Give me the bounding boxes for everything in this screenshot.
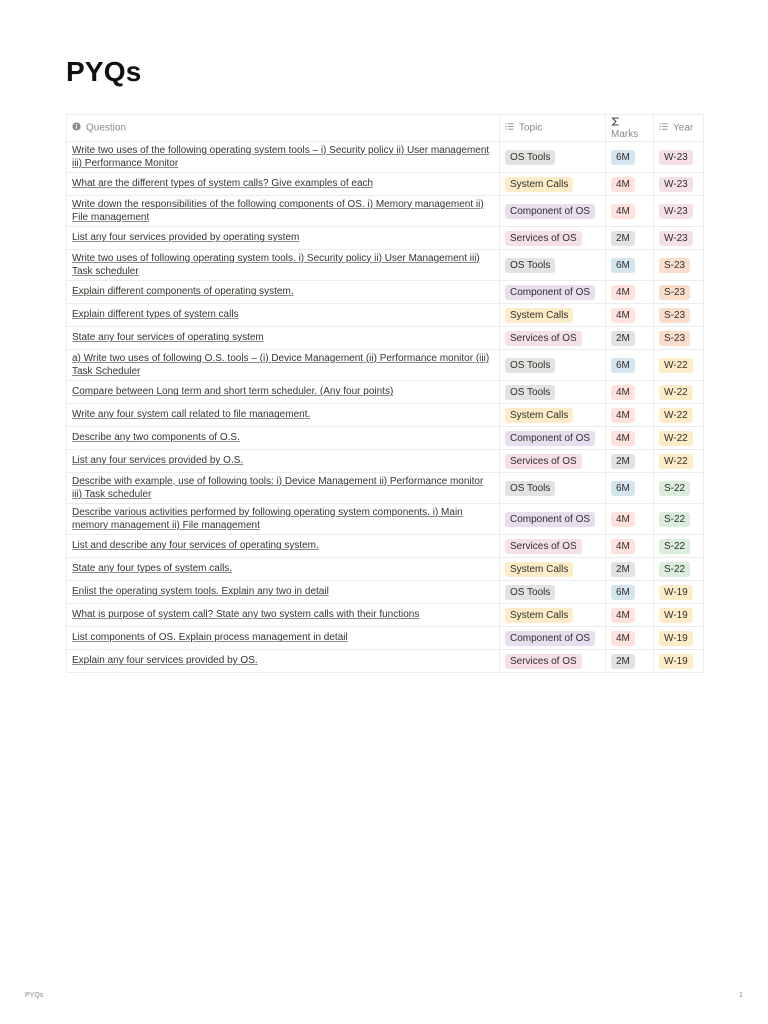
marks-tag: 4M bbox=[611, 385, 635, 400]
column-header-marks[interactable] bbox=[606, 115, 654, 142]
year-cell bbox=[654, 381, 704, 404]
table-row[interactable] bbox=[67, 142, 704, 173]
topic-tag: Component of OS bbox=[505, 285, 595, 300]
marks-tag: 4M bbox=[611, 308, 635, 323]
question-cell[interactable] bbox=[67, 381, 500, 404]
marks-cell bbox=[606, 196, 654, 227]
year-tag: W-22 bbox=[659, 358, 693, 373]
marks-tag: 4M bbox=[611, 608, 635, 623]
question-link[interactable]: Describe any two components of O.S. bbox=[72, 432, 240, 444]
question-link[interactable]: List any four services provided by O.S. bbox=[72, 455, 244, 467]
topic-tag: OS Tools bbox=[505, 385, 555, 400]
page-number: 1 bbox=[739, 992, 743, 999]
question-link[interactable]: List and describe any four services of operating system. bbox=[72, 540, 319, 552]
marks-tag: 2M bbox=[611, 562, 635, 577]
year-cell bbox=[654, 350, 704, 381]
topic-cell bbox=[500, 404, 606, 427]
year-cell bbox=[654, 504, 704, 535]
question-link[interactable]: Describe with example, use of following tools: i) Device Management ii) Performance monitor iii) Task scheduler bbox=[72, 475, 484, 500]
column-label-question: Question bbox=[86, 122, 127, 134]
question-cell[interactable] bbox=[67, 473, 500, 504]
question-link[interactable]: State any four types of system calls. bbox=[72, 563, 233, 575]
column-label-marks: Marks bbox=[611, 128, 639, 140]
year-tag: W-19 bbox=[659, 654, 693, 669]
marks-tag: 2M bbox=[611, 454, 635, 469]
table-row[interactable] bbox=[67, 196, 704, 227]
question-link[interactable]: Write two uses of following operating system tools. i) Security policy ii) User Management iii) Task scheduler bbox=[72, 252, 480, 277]
question-cell[interactable] bbox=[67, 327, 500, 350]
year-cell bbox=[654, 427, 704, 450]
column-header-topic[interactable] bbox=[500, 115, 606, 142]
topic-tag: Services of OS bbox=[505, 331, 582, 346]
marks-cell bbox=[606, 227, 654, 250]
year-tag: S-23 bbox=[659, 331, 690, 346]
topic-cell bbox=[500, 604, 606, 627]
year-tag: S-23 bbox=[659, 258, 690, 273]
question-cell[interactable] bbox=[67, 250, 500, 281]
table-row[interactable] bbox=[67, 604, 704, 627]
marks-cell bbox=[606, 627, 654, 650]
topic-cell bbox=[500, 304, 606, 327]
year-tag: W-23 bbox=[659, 204, 693, 219]
topic-cell bbox=[500, 350, 606, 381]
table-row[interactable] bbox=[67, 427, 704, 450]
table-row[interactable] bbox=[67, 558, 704, 581]
table-row[interactable] bbox=[67, 304, 704, 327]
marks-tag: 4M bbox=[611, 512, 635, 527]
topic-cell bbox=[500, 535, 606, 558]
topic-tag: Services of OS bbox=[505, 231, 582, 246]
year-cell bbox=[654, 650, 704, 673]
year-tag: W-22 bbox=[659, 454, 693, 469]
year-cell bbox=[654, 404, 704, 427]
topic-tag: System Calls bbox=[505, 608, 573, 623]
topic-tag: Services of OS bbox=[505, 654, 582, 669]
topic-cell bbox=[500, 473, 606, 504]
marks-tag: 4M bbox=[611, 408, 635, 423]
pyqs-table bbox=[66, 114, 704, 673]
marks-cell bbox=[606, 650, 654, 673]
marks-cell bbox=[606, 142, 654, 173]
year-cell bbox=[654, 196, 704, 227]
table-row[interactable] bbox=[67, 327, 704, 350]
question-link[interactable]: List components of OS. Explain process management in detail bbox=[72, 632, 348, 644]
topic-cell bbox=[500, 250, 606, 281]
year-cell bbox=[654, 327, 704, 350]
year-tag: S-22 bbox=[659, 512, 690, 527]
marks-cell bbox=[606, 581, 654, 604]
topic-tag: System Calls bbox=[505, 308, 573, 323]
year-tag: W-19 bbox=[659, 608, 693, 623]
marks-tag: 4M bbox=[611, 431, 635, 446]
table-row[interactable] bbox=[67, 250, 704, 281]
topic-cell bbox=[500, 450, 606, 473]
marks-tag: 4M bbox=[611, 285, 635, 300]
year-cell bbox=[654, 450, 704, 473]
year-cell bbox=[654, 604, 704, 627]
question-cell[interactable] bbox=[67, 535, 500, 558]
topic-tag: Component of OS bbox=[505, 204, 595, 219]
marks-cell bbox=[606, 604, 654, 627]
page-title: PYQs bbox=[66, 56, 142, 87]
question-cell[interactable] bbox=[67, 627, 500, 650]
question-cell[interactable] bbox=[67, 450, 500, 473]
marks-cell bbox=[606, 304, 654, 327]
question-cell[interactable] bbox=[67, 196, 500, 227]
table-row[interactable] bbox=[67, 450, 704, 473]
year-cell bbox=[654, 227, 704, 250]
topic-tag: OS Tools bbox=[505, 585, 555, 600]
topic-tag: OS Tools bbox=[505, 481, 555, 496]
topic-cell bbox=[500, 558, 606, 581]
question-link[interactable]: Explain different components of operating system. bbox=[72, 286, 294, 298]
year-tag: S-22 bbox=[659, 562, 690, 577]
marks-tag: 6M bbox=[611, 585, 635, 600]
marks-tag: 6M bbox=[611, 358, 635, 373]
topic-tag: OS Tools bbox=[505, 258, 555, 273]
marks-tag: 2M bbox=[611, 331, 635, 346]
table-row[interactable] bbox=[67, 350, 704, 381]
marks-tag: 6M bbox=[611, 150, 635, 165]
sigma-icon bbox=[611, 117, 648, 129]
column-header-year[interactable] bbox=[654, 115, 704, 142]
topic-cell bbox=[500, 327, 606, 350]
table-row[interactable] bbox=[67, 227, 704, 250]
marks-cell bbox=[606, 281, 654, 304]
year-tag: S-23 bbox=[659, 285, 690, 300]
topic-cell bbox=[500, 581, 606, 604]
topic-cell bbox=[500, 281, 606, 304]
year-tag: W-23 bbox=[659, 231, 693, 246]
topic-cell bbox=[500, 142, 606, 173]
topic-tag: OS Tools bbox=[505, 150, 555, 165]
question-cell[interactable] bbox=[67, 504, 500, 535]
marks-tag: 6M bbox=[611, 481, 635, 496]
question-link[interactable]: What is purpose of system call? State any two system calls with their functions bbox=[72, 609, 420, 621]
year-tag: S-22 bbox=[659, 481, 690, 496]
year-tag: W-22 bbox=[659, 408, 693, 423]
marks-cell bbox=[606, 504, 654, 535]
year-cell bbox=[654, 581, 704, 604]
year-cell bbox=[654, 250, 704, 281]
question-link[interactable]: Describe various activities performed by following operating system components. i) Main memory management ii) File management bbox=[72, 506, 463, 531]
topic-tag: System Calls bbox=[505, 562, 573, 577]
year-cell bbox=[654, 558, 704, 581]
topic-tag: OS Tools bbox=[505, 358, 555, 373]
marks-cell bbox=[606, 558, 654, 581]
question-cell[interactable] bbox=[67, 142, 500, 173]
topic-tag: System Calls bbox=[505, 177, 573, 192]
table-row[interactable] bbox=[67, 504, 704, 535]
topic-cell bbox=[500, 427, 606, 450]
question-cell[interactable] bbox=[67, 427, 500, 450]
year-cell bbox=[654, 142, 704, 173]
footer-title: PYQs bbox=[25, 992, 44, 999]
question-cell[interactable] bbox=[67, 604, 500, 627]
topic-cell bbox=[500, 227, 606, 250]
marks-cell bbox=[606, 381, 654, 404]
question-link[interactable]: State any four services of operating system bbox=[72, 332, 264, 344]
table-row[interactable] bbox=[67, 381, 704, 404]
marks-tag: 6M bbox=[611, 258, 635, 273]
table-row[interactable] bbox=[67, 535, 704, 558]
marks-cell bbox=[606, 535, 654, 558]
marks-tag: 2M bbox=[611, 654, 635, 669]
question-cell[interactable] bbox=[67, 581, 500, 604]
topic-tag: Services of OS bbox=[505, 454, 582, 469]
question-cell[interactable] bbox=[67, 173, 500, 196]
year-tag: S-23 bbox=[659, 308, 690, 323]
question-link[interactable]: a) Write two uses of following O.S. tools – (i) Device Management (ii) Performance monitor (iii) Task Scheduler bbox=[72, 352, 490, 377]
list-icon bbox=[659, 122, 668, 134]
marks-cell bbox=[606, 250, 654, 281]
year-tag: W-19 bbox=[659, 631, 693, 646]
question-link[interactable]: Write two uses of the following operating system tools – i) Security policy ii) User management iii) Performance Monitor bbox=[72, 144, 490, 169]
question-link[interactable]: What are the different types of system calls? Give examples of each bbox=[72, 178, 374, 190]
question-cell[interactable] bbox=[67, 227, 500, 250]
year-cell bbox=[654, 173, 704, 196]
list-icon bbox=[505, 122, 514, 134]
topic-cell bbox=[500, 173, 606, 196]
topic-tag: Component of OS bbox=[505, 631, 595, 646]
table-row[interactable] bbox=[67, 650, 704, 673]
topic-cell bbox=[500, 196, 606, 227]
question-link[interactable]: Write any four system call related to file management. bbox=[72, 409, 311, 421]
table-row[interactable] bbox=[67, 281, 704, 304]
table-header-row bbox=[67, 115, 704, 142]
marks-tag: 4M bbox=[611, 539, 635, 554]
table-row[interactable] bbox=[67, 404, 704, 427]
marks-cell bbox=[606, 427, 654, 450]
marks-tag: 2M bbox=[611, 231, 635, 246]
question-cell[interactable] bbox=[67, 304, 500, 327]
year-cell bbox=[654, 281, 704, 304]
year-cell bbox=[654, 627, 704, 650]
table-row[interactable] bbox=[67, 627, 704, 650]
question-link[interactable]: Compare between Long term and short term scheduler. (Any four points) bbox=[72, 386, 394, 398]
topic-cell bbox=[500, 381, 606, 404]
marks-cell bbox=[606, 350, 654, 381]
topic-cell bbox=[500, 504, 606, 535]
question-cell[interactable] bbox=[67, 558, 500, 581]
column-header-question[interactable] bbox=[67, 115, 500, 142]
topic-tag: Services of OS bbox=[505, 539, 582, 554]
question-link[interactable]: Explain different types of system calls bbox=[72, 309, 239, 321]
question-link[interactable]: Explain any four services provided by OS. bbox=[72, 655, 258, 667]
topic-cell bbox=[500, 650, 606, 673]
year-tag: W-23 bbox=[659, 177, 693, 192]
topic-tag: Component of OS bbox=[505, 431, 595, 446]
column-label-year: Year bbox=[673, 122, 694, 134]
question-cell[interactable] bbox=[67, 404, 500, 427]
marks-tag: 4M bbox=[611, 177, 635, 192]
topic-tag: Component of OS bbox=[505, 512, 595, 527]
column-label-topic: Topic bbox=[519, 122, 543, 134]
marks-cell bbox=[606, 327, 654, 350]
year-tag: W-22 bbox=[659, 431, 693, 446]
marks-cell bbox=[606, 450, 654, 473]
year-tag: W-22 bbox=[659, 385, 693, 400]
marks-cell bbox=[606, 404, 654, 427]
marks-cell bbox=[606, 173, 654, 196]
table-row[interactable] bbox=[67, 473, 704, 504]
question-cell[interactable] bbox=[67, 281, 500, 304]
year-tag: S-22 bbox=[659, 539, 690, 554]
question-link[interactable]: List any four services provided by operating system bbox=[72, 232, 300, 244]
table-row[interactable] bbox=[67, 581, 704, 604]
year-tag: W-19 bbox=[659, 585, 693, 600]
table-row[interactable] bbox=[67, 173, 704, 196]
info-circle-icon bbox=[72, 122, 81, 134]
marks-tag: 4M bbox=[611, 631, 635, 646]
year-cell bbox=[654, 304, 704, 327]
topic-cell bbox=[500, 627, 606, 650]
question-link[interactable]: Write down the responsibilities of the following components of OS. i) Memory management ii) File management bbox=[72, 198, 484, 223]
topic-tag: System Calls bbox=[505, 408, 573, 423]
question-cell[interactable] bbox=[67, 650, 500, 673]
marks-tag: 4M bbox=[611, 204, 635, 219]
year-tag: W-23 bbox=[659, 150, 693, 165]
year-cell bbox=[654, 535, 704, 558]
question-link[interactable]: Enlist the operating system tools. Explain any two in detail bbox=[72, 586, 329, 598]
year-cell bbox=[654, 473, 704, 504]
marks-cell bbox=[606, 473, 654, 504]
question-cell[interactable] bbox=[67, 350, 500, 381]
